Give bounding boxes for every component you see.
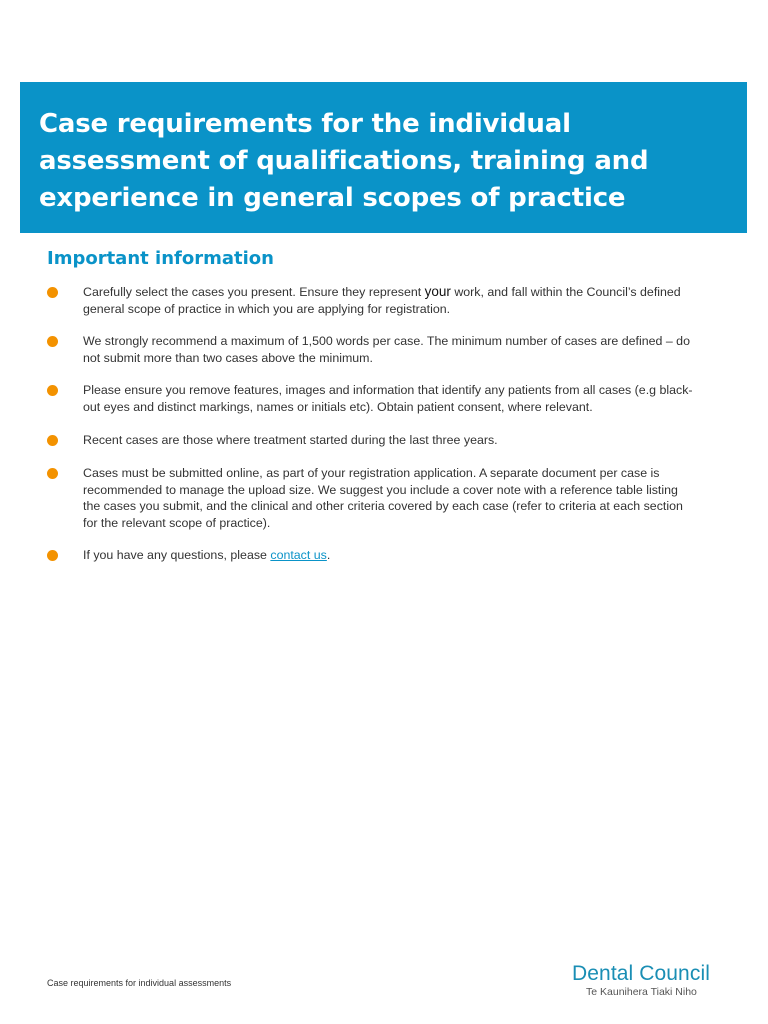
item-text: Cases must be submitted online, as part of your registration application. A separate document per case is recommended to manage the upload size. We suggest you include a cover note with a reference table listing the cases you submit, and the clinical and other criteria covered by each case (refer to criteria at each section for the relevant scope of practice). — [83, 466, 683, 530]
list-item — [44, 333, 724, 382]
bullet-icon — [47, 550, 58, 561]
emphasis-your: your — [424, 284, 451, 299]
bullet-icon — [47, 385, 58, 396]
info-list — [44, 284, 724, 567]
page-title: Case requirements for the individual assessment of qualifications, training and experience in general scopes of practice — [39, 109, 649, 213]
list-item — [44, 284, 724, 333]
footer-note: Case requirements for individual assessments — [47, 978, 232, 988]
list-item — [44, 547, 724, 567]
bullet-icon — [47, 336, 58, 347]
list-item — [44, 465, 724, 547]
logo-sub-text: Te Kaunihera Tiaki Niho — [586, 986, 697, 998]
item-text: Carefully select the cases you present. Ensure they represent your work, and fall within the Council’s defined general scope of practice in which you are applying for registration. — [83, 284, 681, 316]
header-banner — [20, 82, 747, 233]
contact-us-link[interactable]: contact us — [270, 548, 327, 562]
item-text: We strongly recommend a maximum of 1,500 words per case. The minimum number of cases are defined – do not submit more than two cases above the minimum. — [83, 334, 690, 365]
bullet-icon — [47, 468, 58, 479]
item-text: If you have any questions, please contact us. — [83, 548, 331, 562]
logo-main-text: Dental Council — [572, 962, 710, 985]
list-item — [44, 382, 724, 432]
bullet-icon — [47, 287, 58, 298]
dental-council-logo — [572, 962, 710, 999]
section-heading: Important information — [47, 248, 274, 269]
item-text: Please ensure you remove features, images and information that identify any patients from all cases (e.g black- out eyes and distinct markings, names or initials etc). Obtain patient consent, where relevant. — [83, 383, 693, 414]
bullet-icon — [47, 435, 58, 446]
list-item — [44, 432, 724, 465]
item-text: Recent cases are those where treatment started during the last three years. — [83, 433, 498, 447]
